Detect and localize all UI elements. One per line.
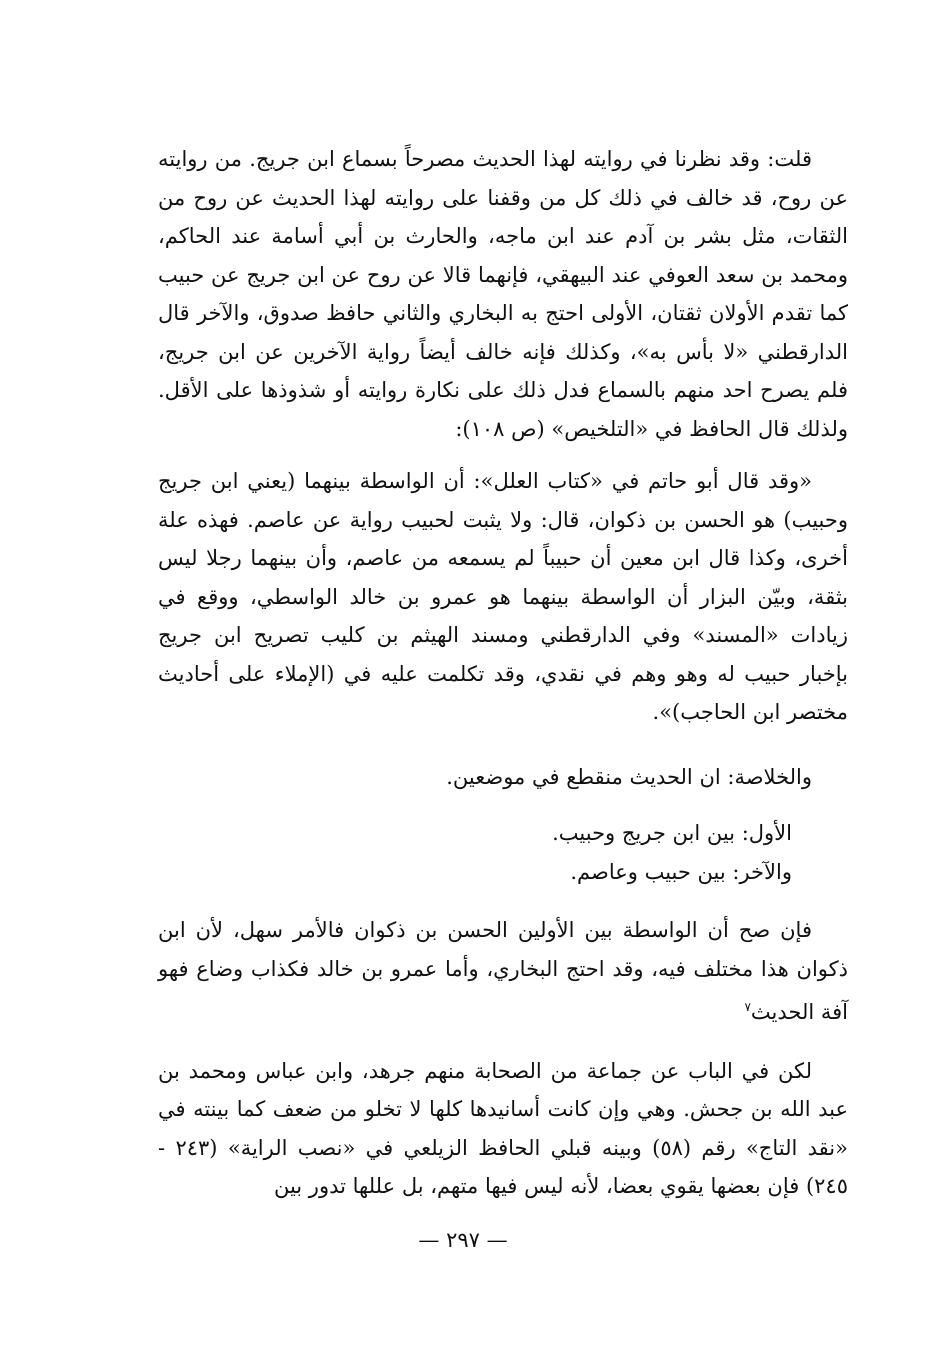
footnote-marker: ٧ [744,1000,751,1014]
paragraph-continuation: لكن في الباب عن جماعة من الصحابة منهم جرهد، وابن عباس ومحمد بن عبد الله بن جحش. وهي وإن كانت أسانيدها كلها لا تخلو من ضعف كما بينته في «نقد التاج» رقم (٥٨) وبينه قبلي الحافظ الزيلعي في «نصب الراية» (٢٤٣ - ٢٤٥) فإن بعضها يقوي بعضا، لأنه ليس فيها متهم، بل عللها تدور بين [158,1058,848,1198]
summary-list [158,814,848,891]
page-body [158,140,848,1206]
paragraph-conclusion-text: فإن صح أن الواسطة بين الأولين الحسن بن ذكوان فالأمر سهل، لأن ابن ذكوان هذا مختلف فيه، وقد احتج البخاري، وأما عمرو بن خالد فكذاب وضاع فهو آفة الحديث [158,918,848,1024]
paragraph-summary: والخلاصة: ان الحديث منقطع في موضعين. [446,764,812,789]
list-item-second: والآخر: بين حبيب وعاصم. [570,859,792,884]
paragraph-conclusion [158,911,848,1032]
list-item-first: الأول: بين ابن جريج وحبيب. [552,821,792,845]
paragraph-intro: قلت: وقد نظرنا في روايته لهذا الحديث مصرحاً بسماع ابن جريج. من روايته عن روح، قد خالف في ذلك كل من وقفنا على روايته لهذا الحديث عن روح من الثقات، مثل بشر بن آدم عند ابن ماجه، والحارث بن أبي أسامة عند الحاكم، ومحمد بن سعد العوفي عند البيهقي، فإنهما قالا عن روح عن ابن جريج عن حبيب كما تقدم الأولان ثقتان، الأولى احتج به البخاري والثاني حافظ صدوق، والآخر قال الدارقطني «لا بأس به»، وكذلك فإنه خالف أيضاً رواية الآخرين عن ابن جريج، فلم يصرح احد منهم بالسماع فدل ذلك على نكارة روايته أو شذوذها على الأقل. ولذلك قال الحافظ في «التلخيص» (ص ١٠٨): [158,147,848,441]
page-number: — ٢٩٧ — [418,1228,508,1252]
paragraph-quote: «وقد قال أبو حاتم في «كتاب العلل»: أن الواسطة بينهما (يعني ابن جريج وحبيب) هو الحسن بن ذكوان، قال: ولا يثبت لحبيب رواية عن عاصم. فهذه علة أخرى، وكذا قال ابن معين أن حبيباً لم يسمعه من عاصم، وأن بينهما رجلا ليس بثقة، وبيّن البزار أن الواسطة بينهما هو عمرو بن خالد الواسطي، ووقع في زيادات «المسند» وفي الدارقطني ومسند الهيثم بن كليب تصريح ابن جريج بإخبار حبيب له وهو وهم في نقدي، وقد تكلمت عليه في (الإملاء على أحاديث مختصر ابن الحاجب)». [158,469,848,724]
